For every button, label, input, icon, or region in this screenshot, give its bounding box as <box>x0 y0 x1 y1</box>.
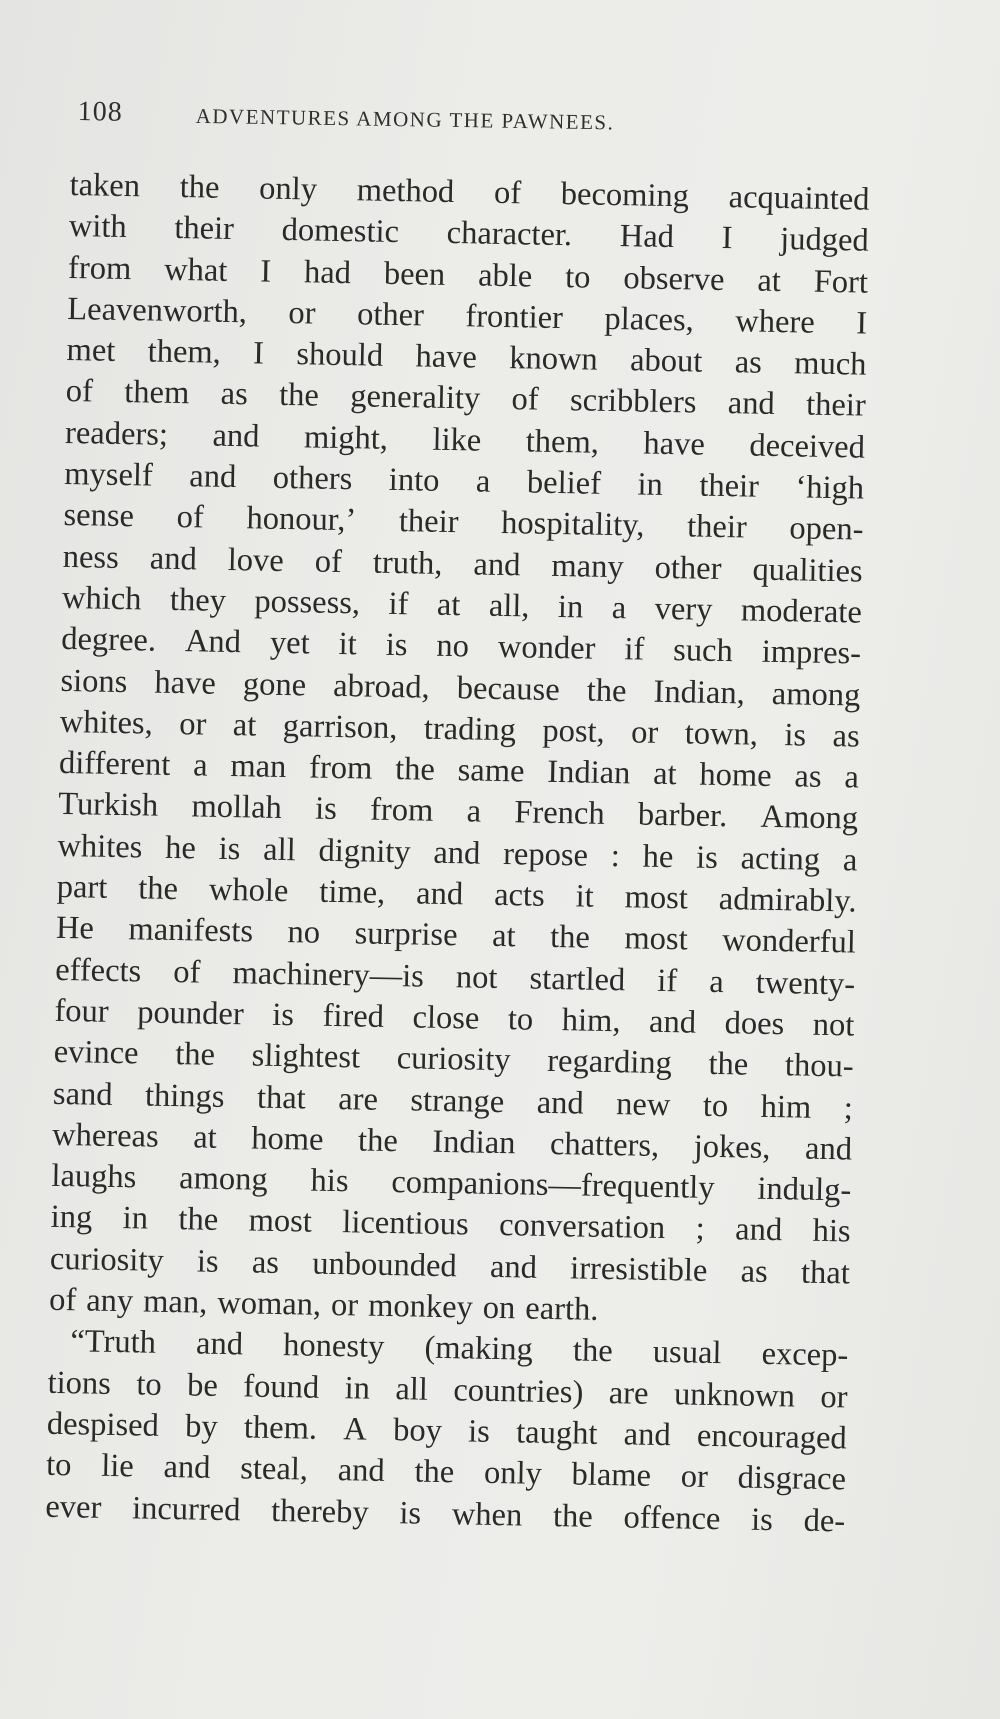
word: them <box>123 374 190 412</box>
word: that <box>256 1079 307 1117</box>
word: whole <box>208 871 289 910</box>
word: woman, <box>216 1284 322 1323</box>
word: by <box>184 1408 218 1445</box>
word: other <box>356 296 425 334</box>
word: moderate <box>740 592 863 631</box>
word: manifests <box>128 911 254 950</box>
word: acquainted <box>728 179 870 218</box>
word: companions—frequently <box>391 1164 715 1207</box>
word: other <box>654 549 722 587</box>
word: their <box>398 503 459 541</box>
word: earth. <box>525 1290 599 1328</box>
word: whites, <box>59 703 154 742</box>
word: countries) <box>453 1371 584 1411</box>
word: it <box>575 878 595 915</box>
word: of <box>173 953 201 991</box>
word: have <box>154 664 217 702</box>
word: Turkish <box>57 786 159 825</box>
word: A <box>343 1411 368 1448</box>
word: I <box>721 220 733 257</box>
word: all <box>262 831 297 868</box>
word: steal, <box>239 1450 309 1488</box>
word: tions <box>47 1364 112 1402</box>
word: (making <box>424 1330 534 1368</box>
word: chatters, <box>549 1125 660 1164</box>
word: frontier <box>465 298 564 336</box>
word: their <box>805 387 867 425</box>
word: as <box>832 717 860 755</box>
word: at <box>491 918 516 955</box>
word: Indian, <box>653 673 746 712</box>
word: unknown <box>673 1375 796 1415</box>
word: as <box>794 758 822 796</box>
word: fired <box>322 997 385 1035</box>
word: in <box>557 588 584 626</box>
word: curiosity <box>49 1240 165 1279</box>
word: in <box>122 1200 149 1238</box>
word: or <box>680 1458 709 1496</box>
page-number: 108 <box>77 96 123 128</box>
word: from <box>369 792 434 830</box>
word: and <box>473 546 521 583</box>
word: a <box>466 793 482 831</box>
word: him <box>760 1088 812 1126</box>
word: and <box>163 1449 211 1486</box>
word: that <box>800 1254 851 1292</box>
word: met <box>66 332 116 370</box>
word: qualities <box>752 551 863 590</box>
word: the <box>549 919 591 956</box>
word: surprise <box>354 915 458 954</box>
word: pounder <box>136 994 245 1033</box>
word: very <box>654 590 713 628</box>
word: no <box>436 628 470 665</box>
word: : <box>610 837 621 874</box>
word: and <box>212 417 260 455</box>
word: should <box>296 336 384 374</box>
word: about <box>629 342 703 380</box>
word: and <box>734 1211 783 1249</box>
page-header <box>77 96 778 147</box>
word: or <box>330 1286 359 1324</box>
word: twenty- <box>755 964 856 1003</box>
word: laughs <box>51 1157 137 1196</box>
word: taken <box>69 166 141 205</box>
word: and <box>623 1416 671 1454</box>
word: belief <box>526 464 602 502</box>
word: to <box>45 1446 72 1484</box>
word: jokes, <box>693 1128 771 1166</box>
word: effects <box>54 951 142 990</box>
word: their <box>699 467 760 505</box>
word: among <box>771 675 861 714</box>
word: in <box>637 466 664 503</box>
word: barber. <box>637 796 728 835</box>
word: and <box>415 875 464 913</box>
word: He <box>55 910 95 947</box>
word: home <box>699 756 772 795</box>
word: as <box>220 376 249 413</box>
word: from <box>308 749 373 787</box>
word: same <box>457 752 525 790</box>
word: the <box>278 377 320 415</box>
word: the <box>394 751 436 788</box>
word: thereby <box>270 1492 369 1531</box>
word: things <box>144 1077 225 1115</box>
word: wonder <box>497 629 596 667</box>
word: acts <box>493 876 545 914</box>
word: them, <box>525 423 600 461</box>
word: is <box>695 839 719 876</box>
word: any <box>85 1282 134 1320</box>
word: of <box>65 373 94 410</box>
word: is <box>784 717 807 754</box>
word: and <box>189 458 237 496</box>
word: and <box>727 385 776 423</box>
word: have <box>643 425 706 463</box>
word: their <box>686 508 748 546</box>
word: or <box>288 294 316 332</box>
word: with <box>68 208 127 246</box>
word: such <box>672 632 734 670</box>
word: is <box>750 1501 774 1538</box>
word: part <box>56 868 108 906</box>
word: possess, <box>254 583 361 622</box>
word: honour,’ <box>246 500 357 539</box>
word: if <box>657 962 678 999</box>
word: strange <box>410 1081 505 1120</box>
word: ever <box>45 1488 102 1526</box>
word: Indian <box>546 754 631 792</box>
word: irresistible <box>569 1250 708 1289</box>
word: readers; <box>64 414 169 453</box>
word: impres- <box>761 634 862 672</box>
word: unbounded <box>311 1245 458 1284</box>
word: is <box>218 830 241 867</box>
word: garrison, <box>282 707 398 746</box>
word: the <box>708 1046 749 1083</box>
word: like <box>432 421 482 459</box>
word: most <box>624 920 688 958</box>
word: if <box>624 631 645 668</box>
word: the <box>179 169 220 206</box>
word: love <box>227 541 285 579</box>
word: him, <box>561 1002 621 1040</box>
word: the <box>572 1332 614 1370</box>
word: is <box>196 1243 219 1280</box>
word: of <box>493 174 522 212</box>
word: curiosity <box>396 1040 511 1079</box>
word: it <box>338 626 358 663</box>
word: all <box>395 1370 429 1408</box>
word: boy <box>392 1412 443 1449</box>
word: conversation <box>498 1207 666 1247</box>
word: lie <box>100 1447 135 1485</box>
word: might, <box>303 419 389 457</box>
word: evince <box>53 1034 139 1072</box>
word: them. <box>243 1409 318 1447</box>
word: town, <box>684 715 759 753</box>
word: ness <box>62 538 120 576</box>
word: deceived <box>749 427 866 466</box>
word: which <box>61 579 142 618</box>
word: what <box>163 251 228 289</box>
word: at <box>652 755 677 793</box>
word: close <box>412 999 480 1037</box>
word: a <box>844 759 860 796</box>
word: judged <box>779 221 870 259</box>
word: a <box>611 589 627 627</box>
word: at <box>757 262 782 299</box>
word: a <box>192 747 208 784</box>
word: indulg- <box>757 1170 852 1209</box>
word: licentious <box>342 1204 470 1243</box>
word: their <box>174 210 235 248</box>
word: monkey <box>367 1287 474 1326</box>
word: domestic <box>281 212 400 251</box>
word: been <box>383 255 446 293</box>
word: man <box>230 748 287 786</box>
word: is <box>399 1494 422 1532</box>
word: of <box>176 499 205 536</box>
word: his <box>310 1162 349 1200</box>
word: scribblers <box>569 382 697 422</box>
word: others <box>272 459 353 498</box>
word: despised <box>46 1405 160 1444</box>
word: I <box>259 253 272 290</box>
word: home <box>250 1120 324 1158</box>
word: not <box>812 1006 855 1044</box>
word: when <box>451 1495 523 1534</box>
word: repose <box>502 835 589 874</box>
word: admirably. <box>718 881 857 920</box>
word: hospitality, <box>500 505 645 544</box>
word: is <box>385 627 408 664</box>
word: a <box>708 963 725 1000</box>
word: his <box>812 1213 851 1250</box>
word: and <box>195 1325 244 1363</box>
word: and <box>489 1248 538 1286</box>
word: dignity <box>318 832 411 871</box>
word: Had <box>619 218 675 256</box>
word: blame <box>571 1456 652 1495</box>
word: or <box>820 1378 848 1416</box>
word: thou- <box>784 1047 854 1085</box>
word: on <box>482 1289 516 1327</box>
word: and <box>433 834 481 872</box>
word: encouraged <box>696 1417 848 1457</box>
word: to <box>136 1366 162 1403</box>
word: because <box>456 669 561 708</box>
word: or <box>178 705 207 743</box>
word: ‘high <box>795 469 865 507</box>
word: taught <box>515 1414 598 1452</box>
word: a <box>842 842 858 879</box>
word: the <box>586 672 627 709</box>
word: to <box>507 1001 534 1038</box>
word: able <box>477 257 533 295</box>
word: yet <box>269 625 311 662</box>
word: them, <box>147 333 222 371</box>
word: to <box>702 1087 729 1124</box>
word: they <box>169 581 227 619</box>
word: only <box>258 170 318 208</box>
word: disgrace <box>737 1459 847 1498</box>
word: only <box>483 1455 543 1493</box>
word: myself <box>64 456 154 494</box>
word: in <box>344 1369 371 1407</box>
word: or <box>630 714 659 751</box>
word: post, <box>542 712 606 750</box>
word: regarding <box>546 1043 673 1082</box>
word: sand <box>52 1075 113 1113</box>
word: sense <box>63 497 135 535</box>
word: found <box>243 1367 320 1406</box>
word: character. <box>446 215 573 254</box>
word: is <box>314 791 338 828</box>
word: wonderful <box>721 922 857 961</box>
word: as <box>251 1244 280 1281</box>
word: whites <box>57 827 143 866</box>
word: mollah <box>191 788 283 827</box>
word: is <box>272 996 295 1034</box>
word: many <box>551 547 624 585</box>
word: is <box>467 1413 491 1450</box>
word: whereas <box>51 1116 160 1155</box>
word: known <box>508 340 599 378</box>
word: of <box>48 1281 77 1319</box>
word: Among <box>760 799 859 838</box>
word: gone <box>242 665 307 703</box>
word: incurred <box>131 1489 241 1528</box>
word: no <box>287 914 321 952</box>
word: are <box>608 1374 649 1412</box>
word: not <box>455 958 498 996</box>
word: where <box>735 303 816 341</box>
word: the <box>552 1497 594 1535</box>
word: from <box>67 249 132 287</box>
word: Fort <box>813 263 869 301</box>
word: and <box>804 1130 853 1168</box>
word: into <box>388 461 440 499</box>
word: French <box>514 794 605 833</box>
word: sions <box>60 662 128 700</box>
word: to <box>564 258 591 296</box>
word: becoming <box>560 176 690 215</box>
word: observe <box>623 259 725 298</box>
word: does <box>724 1005 785 1043</box>
word: machinery—is <box>232 954 425 995</box>
word: I <box>855 305 868 342</box>
word: at <box>232 706 257 744</box>
word: generality <box>349 378 481 418</box>
word: the <box>414 1453 455 1491</box>
word: a <box>475 463 491 500</box>
word: of <box>511 381 540 419</box>
word: as <box>734 344 763 381</box>
word: ; <box>695 1211 706 1248</box>
word: ing <box>50 1199 93 1237</box>
word: he <box>642 838 674 875</box>
word: open- <box>789 510 864 548</box>
word: Leavenworth, <box>67 290 248 331</box>
word: new <box>615 1085 671 1123</box>
word: degree. <box>60 621 157 659</box>
word: ; <box>843 1089 854 1127</box>
word: truth, <box>372 544 443 582</box>
word: he <box>164 829 197 867</box>
running-head: ADVENTURES AMONG THE PAWNEES. <box>195 103 615 135</box>
word: much <box>793 345 867 383</box>
word: slightest <box>251 1037 361 1076</box>
word: if <box>388 585 409 623</box>
word: the <box>174 1036 216 1074</box>
word: most <box>248 1202 313 1241</box>
word: abroad, <box>332 667 431 706</box>
word: Indian <box>432 1123 516 1162</box>
word: man, <box>142 1283 208 1321</box>
word: I <box>252 335 265 372</box>
word: honesty <box>282 1327 385 1366</box>
word: be <box>186 1366 219 1404</box>
word: and <box>648 1003 697 1041</box>
body-text <box>45 165 870 1542</box>
word: acting <box>740 840 821 878</box>
word: places, <box>604 300 695 339</box>
word: trading <box>423 710 517 749</box>
word: at <box>436 586 461 624</box>
word: and <box>337 1452 386 1490</box>
word: excep- <box>761 1336 849 1374</box>
word: And <box>184 623 242 661</box>
word: are <box>337 1080 379 1118</box>
word: all, <box>488 587 530 625</box>
word: at <box>192 1119 218 1156</box>
word: the <box>178 1201 219 1239</box>
word: method <box>356 172 455 211</box>
word: had <box>303 253 352 291</box>
word: most <box>624 879 689 917</box>
word: the <box>357 1122 399 1159</box>
word: four <box>54 992 109 1030</box>
word: offence <box>623 1498 721 1537</box>
word: as <box>740 1253 769 1290</box>
word: different <box>58 745 171 784</box>
word: usual <box>652 1334 722 1372</box>
word: startled <box>529 960 626 998</box>
word: “Truth <box>70 1323 157 1362</box>
word: de- <box>803 1502 846 1539</box>
word: and <box>149 540 198 578</box>
word: time, <box>319 873 386 911</box>
word: among <box>178 1160 269 1198</box>
word: of <box>314 543 343 580</box>
word: have <box>415 338 478 376</box>
word: and <box>536 1084 585 1122</box>
word: the <box>137 870 179 908</box>
